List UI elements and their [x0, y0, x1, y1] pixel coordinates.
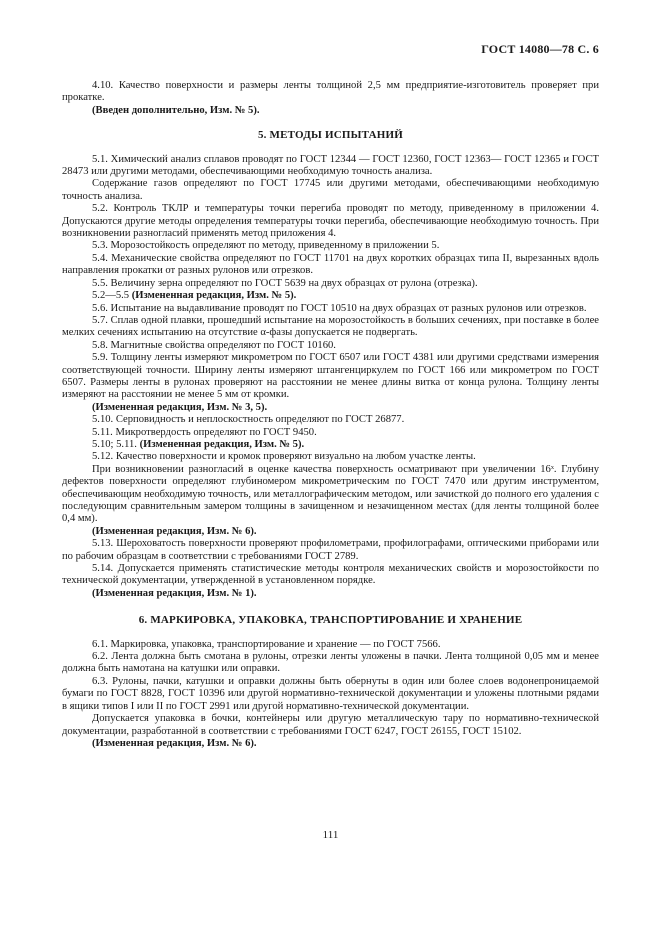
- paragraph-5-14: 5.14. Допускается применять статистические методы контроля механических свойств и морозостойкости по технической документации, утвержденной в установленном порядке.: [62, 563, 599, 587]
- document-body: [62, 80, 599, 750]
- amendment-note: (Измененная редакция, Изм. № 6).: [92, 737, 257, 749]
- paragraph-5-13: 5.13. Шероховатость поверхности проверяют профилометрами, профилографами, оптическими приборами или по рабочим образцам в соответствии с требованиями ГОСТ 2789.: [62, 538, 599, 562]
- amendment-ref: 5.2—5.5: [92, 290, 132, 302]
- section-heading-5: 5. МЕТОДЫ ИСПЫТАНИЙ: [257, 129, 404, 142]
- paragraph-6-1: 6.1. Маркировка, упаковка, транспортирование и хранение — по ГОСТ 7566.: [92, 638, 441, 650]
- paragraph-4-10: 4.10. Качество поверхности и размеры ленты толщиной 2,5 мм предприятие-изготовитель проверяет при прокатке.: [62, 80, 599, 104]
- paragraph-5-2: 5.2. Контроль ТКЛР и температуры точки перегиба проводят по методу, приведенному в приложении 4. Допускаются другие методы определения температуры точки перегиба, обеспечивающие необходимую точность. При возникновении разногласий применять метод приложения 4.: [62, 203, 599, 240]
- paragraph-5-10: 5.10. Серповидность и неплоскостность определяют по ГОСТ 26877.: [92, 414, 405, 426]
- paragraph-5-1: 5.1. Химический анализ сплавов проводят по ГОСТ 12344 — ГОСТ 12360, ГОСТ 12363— ГОСТ 12365 и ГОСТ 28473 или другими методами, обеспечивающими необходимую точность анализа.: [62, 153, 599, 178]
- paragraph-5-4: 5.4. Механические свойства определяют по ГОСТ 11701 на двух коротких образцах типа II, вырезанных вдоль направления прокатки от разных рулонов или отрезков.: [62, 252, 599, 277]
- paragraph-5-12: 5.12. Качество поверхности и кромок проверяют визуально на любом участке ленты.: [92, 451, 476, 463]
- paragraph-5-6: 5.6. Испытание на выдавливание проводят по ГОСТ 10510 на двух образцах от разных рулонов или отрезков.: [92, 302, 587, 314]
- amendment-note: (Введен дополнительно, Изм. № 5).: [92, 104, 260, 116]
- amendment-note: (Измененная редакция, Изм. № 3, 5).: [92, 401, 268, 413]
- amendment-note: (Измененная редакция, Изм. № 1).: [92, 587, 257, 599]
- paragraph-5-3: 5.3. Морозостойкость определяют по методу, приведенному в приложении 5.: [92, 240, 440, 252]
- amendment-note: (Измененная редакция, Изм. № 5).: [139, 438, 305, 450]
- paragraph-5-9: 5.9. Толщину ленты измеряют микрометром по ГОСТ 6507 или ГОСТ 4381 или другими средствами измерения соответствующей точности. Ширину ленты измеряют штангенциркулем по ГОСТ 166 или микрометром по ГОСТ 6507. Размеры ленты в рулонах проверяют на расстоянии не менее длины витка от конца рулона. Толщину ленты измеряют на расстоянии не менее 5 мм от кромки.: [62, 352, 599, 401]
- paragraph-6-3: 6.3. Рулоны, пачки, катушки и оправки должны быть обернуты в один или более слоев водонепроницаемой бумаги по ГОСТ 8828, ГОСТ 10396 или другой нормативно-технической документации и уложены плотными рядами в ящики типов I или II по ГОСТ 2991 или другой нормативно-технической документации.: [62, 675, 599, 712]
- paragraph-disputes: При возникновении разногласий в оценке качества поверхность осматривают при увеличении 16ˣ. Глубину дефектов поверхности определяют глубиномером микрометрическим по ГОСТ 7470 или другим инструментом, обеспечивающим необходимую точность, или металлографическим методом, или зачисткой до полного его удаления с последующим сравнительным замером толщины в зачищенном и незачищенном местах (для ленты толщиной более 0,4 мм).: [62, 463, 600, 525]
- page-number: 111: [322, 829, 339, 841]
- amendment-line: [62, 439, 599, 451]
- page-header: ГОСТ 14080—78 С. 6: [481, 42, 599, 56]
- amendment-ref: 5.10; 5.11.: [92, 438, 140, 450]
- paragraph-5-5: 5.5. Величину зерна определяют по ГОСТ 5639 на двух образцах от рулона (отрезка).: [92, 277, 478, 289]
- paragraph-6-2: 6.2. Лента должна быть смотана в рулоны, отрезки ленты уложены в пачки. Лента толщиной 0,05 мм и менее должна быть намотана на катушки или оправки.: [62, 651, 599, 675]
- paragraph-packaging: Допускается упаковка в бочки, контейнеры или другую металлическую тару по нормативно-технической документации, разработанной в соответствии с требованиями ГОСТ 6247, ГОСТ 26155, ГОСТ 15102.: [62, 713, 599, 737]
- paragraph-5-7: 5.7. Сплав одной плавки, прошедший испытание на морозостойкость в больших сечениях, при поставке в более мелких сечениях испытанию на отсутствие α-фазы допускается не подвергать.: [62, 314, 599, 339]
- paragraph-5-8: 5.8. Магнитные свойства определяют по ГОСТ 10160.: [92, 339, 336, 351]
- paragraph-5-11: 5.11. Микротвердость определяют по ГОСТ 9450.: [92, 426, 317, 438]
- amendment-note: (Измененная редакция, Изм. № 5).: [131, 290, 297, 302]
- paragraph-gas-content: Содержание газов определяют по ГОСТ 17745 или другими методами, обеспечивающими необходимую точность анализа.: [62, 178, 599, 202]
- amendment-note: (Измененная редакция, Изм. № 6).: [92, 525, 257, 537]
- amendment-line: [62, 290, 599, 302]
- section-heading-6: 6. МАРКИРОВКА, УПАКОВКА, ТРАНСПОРТИРОВАНИЕ И ХРАНЕНИЕ: [138, 614, 523, 627]
